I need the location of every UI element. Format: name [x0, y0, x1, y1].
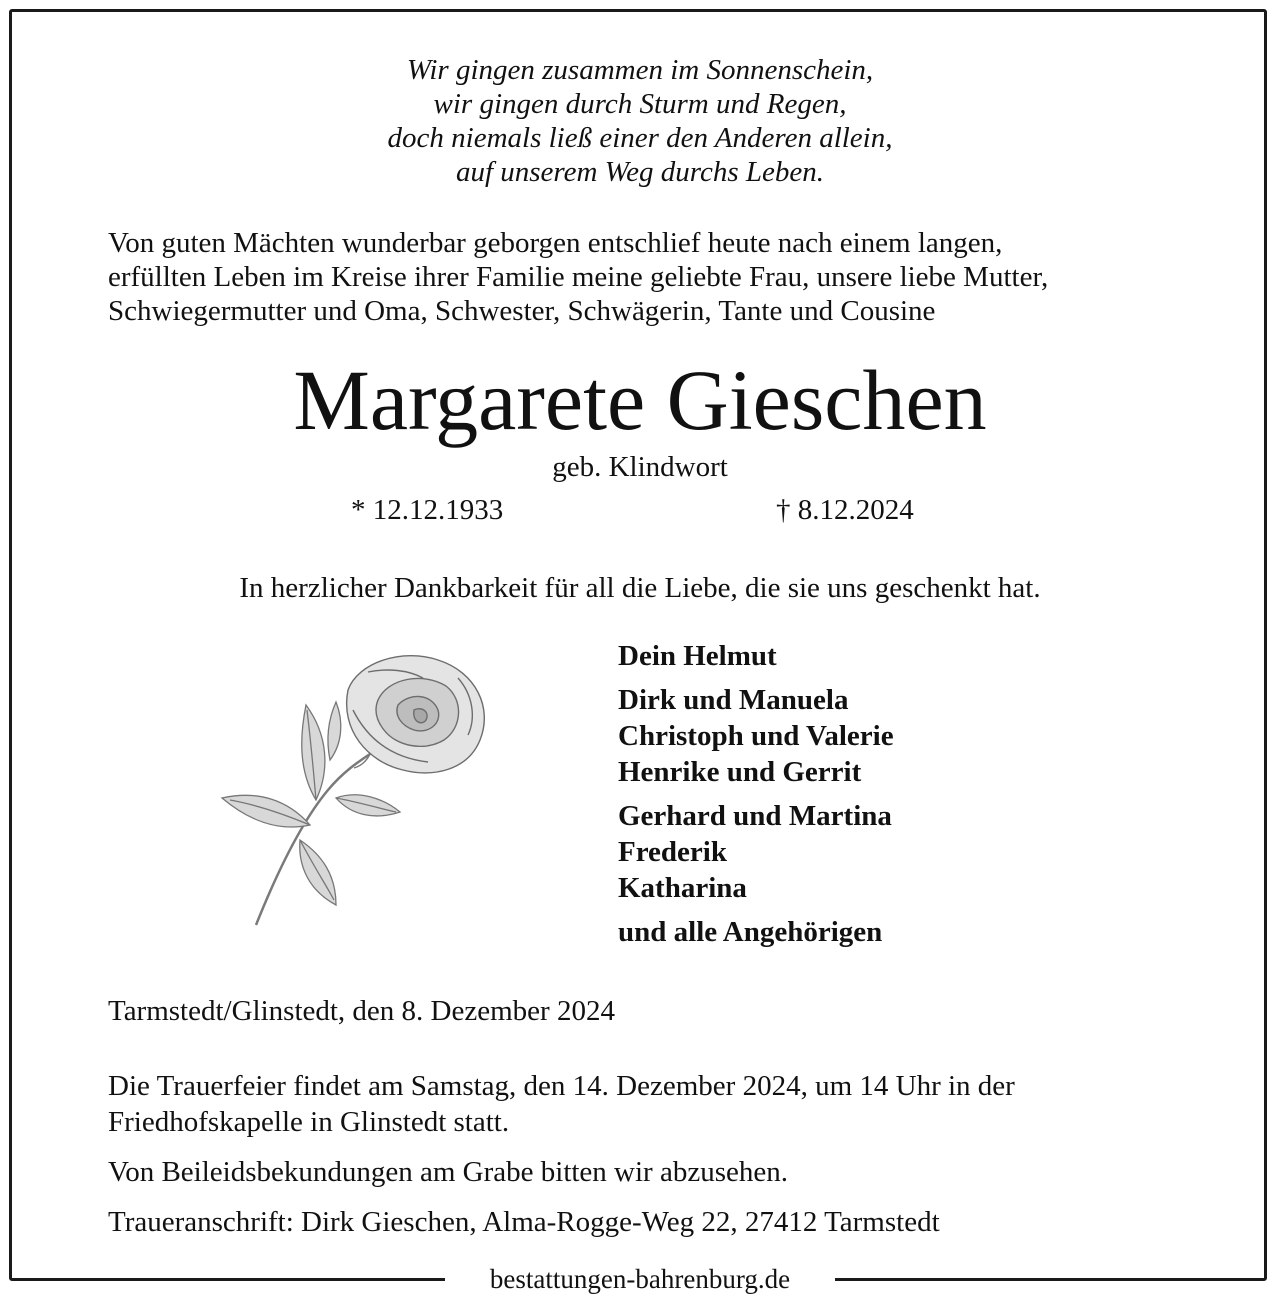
mourner-name: Frederik	[618, 836, 727, 868]
mourner-group	[618, 682, 894, 790]
deceased-name: Margarete Gieschen	[293, 352, 987, 448]
mourner-name: Christoph und Valerie	[618, 720, 894, 752]
mourner-name: und alle Angehörigen	[618, 916, 883, 948]
birth-date: * 12.12.1933	[351, 494, 504, 526]
funeral-info	[108, 1068, 1228, 1140]
mourner-name: Dirk und Manuela	[618, 684, 849, 716]
rose-illustration	[218, 650, 498, 930]
mourner-name: Dein Helmut	[618, 640, 777, 672]
mourner-group	[618, 914, 894, 950]
thanks-line: In herzlicher Dankbarkeit für all die Liebe, die sie uns geschenkt hat.	[239, 572, 1041, 604]
mourner-name: Katharina	[618, 872, 747, 904]
intro-line: erfüllten Leben im Kreise ihrer Familie meine geliebte Frau, unsere liebe Mutter,	[108, 261, 1049, 293]
funeral-line: Friedhofskapelle in Glinstedt statt.	[108, 1106, 510, 1138]
poem-line: auf unserem Weg durchs Leben.	[455, 156, 825, 188]
mourner-name: Henrike und Gerrit	[618, 756, 862, 788]
poem-line: doch niemals ließ einer den Anderen allein,	[387, 122, 893, 154]
intro-line: Schwiegermutter und Oma, Schwester, Schwägerin, Tante und Cousine	[108, 295, 936, 327]
poem-line: Wir gingen zusammen im Sonnenschein,	[406, 54, 874, 86]
poem-line: wir gingen durch Sturm und Regen,	[433, 88, 847, 120]
intro-text	[108, 226, 1228, 328]
condolence-note: Von Beileidsbekundungen am Grabe bitten wir abzusehen.	[108, 1156, 788, 1188]
mourners-list	[618, 638, 894, 958]
mourner-group	[618, 798, 894, 906]
footer-website: bestattungen-bahrenburg.de	[445, 1261, 835, 1297]
mourning-address: Traueranschrift: Dirk Gieschen, Alma-Rogge-Weg 22, 27412 Tarmstedt	[108, 1206, 940, 1238]
poem	[0, 53, 1280, 189]
funeral-line: Die Trauerfeier findet am Samstag, den 14. Dezember 2024, um 14 Uhr in der	[108, 1070, 1015, 1102]
death-date: † 8.12.2024	[776, 494, 914, 526]
mourner-name: Gerhard und Martina	[618, 800, 892, 832]
place-and-date: Tarmstedt/Glinstedt, den 8. Dezember 2024	[108, 995, 615, 1027]
mourner-group	[618, 638, 894, 674]
intro-line: Von guten Mächten wunderbar geborgen entschlief heute nach einem langen,	[108, 227, 1003, 259]
maiden-name: geb. Klindwort	[552, 451, 728, 483]
